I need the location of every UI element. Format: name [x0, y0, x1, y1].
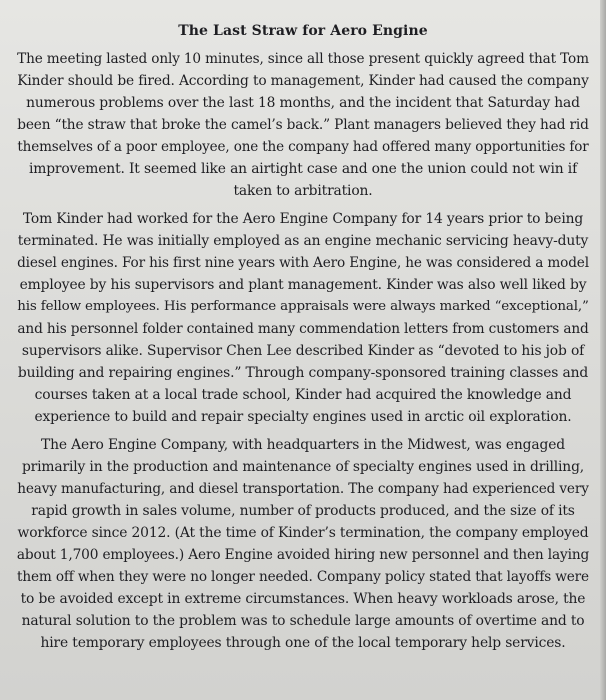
text-line: workforce since 2012. (At the time of Kinder’s termination, the company employed: [17, 525, 589, 541]
text-line: been “the straw that broke the camel’s back.” Plant managers believed they had rid: [17, 117, 589, 133]
text-line: about 1,700 employees.) Aero Engine avoided hiring new personnel and then laying: [16, 547, 590, 563]
text-line: The Aero Engine Company, with headquarters in the Midwest, was engaged: [41, 437, 565, 453]
paragraph-1: [16, 48, 590, 202]
text-line: Kinder should be fired. According to management, Kinder had caused the company: [17, 73, 589, 89]
text-line: rapid growth in sales volume, number of products produced, and the size of its: [31, 503, 575, 519]
page-edge-shadow: [600, 0, 606, 700]
paragraph-2: [16, 208, 590, 428]
text-line: Tom Kinder had worked for the Aero Engine Company for 14 years prior to being: [22, 211, 584, 227]
text-line: numerous problems over the last 18 months, and the incident that Saturday had: [26, 95, 580, 111]
text-line: diesel engines. For his first nine years with Aero Engine, he was considered a model: [17, 255, 589, 271]
document-title: The Last Straw for Aero Engine: [178, 23, 428, 39]
text-line: natural solution to the problem was to schedule large amounts of overtime and to: [21, 613, 585, 629]
text-line: improvement. It seemed like an airtight case and one the union could not win if: [28, 161, 578, 177]
text-line: courses taken at a local trade school, Kinder had acquired the knowledge and: [34, 387, 572, 403]
text-line: heavy manufacturing, and diesel transportation. The company had experienced very: [17, 481, 589, 497]
text-line: themselves of a poor employee, one the company had offered many opportunities for: [17, 139, 589, 155]
text-line: The meeting lasted only 10 minutes, since all those present quickly agreed that Tom: [17, 51, 589, 67]
text-line: terminated. He was initially employed as an engine mechanic servicing heavy-duty: [17, 233, 589, 249]
text-line: employee by his supervisors and plant management. Kinder was also well liked by: [19, 277, 587, 293]
text-line: his fellow employees. His performance appraisals were always marked “exceptional,”: [17, 299, 589, 314]
text-line: to be avoided except in extreme circumstances. When heavy workloads arose, the: [20, 591, 586, 607]
paragraph-3: [16, 434, 590, 654]
text-line: them off when they were no longer needed. Company policy stated that layoffs were: [17, 569, 589, 585]
text-line: and his personnel folder contained many commendation letters from customers and: [17, 321, 589, 337]
text-line: primarily in the production and maintenance of specialty engines used in drilling,: [21, 459, 585, 475]
text-line: building and repairing engines.” Through company-sponsored training classes and: [17, 365, 589, 381]
text-line: supervisors alike. Supervisor Chen Lee described Kinder as “devoted to his job of: [21, 343, 585, 359]
text-line: taken to arbitration.: [233, 183, 373, 199]
text-line: hire temporary employees through one of the local temporary help services.: [40, 635, 566, 651]
text-line: experience to build and repair specialty engines used in arctic oil exploration.: [34, 409, 572, 425]
